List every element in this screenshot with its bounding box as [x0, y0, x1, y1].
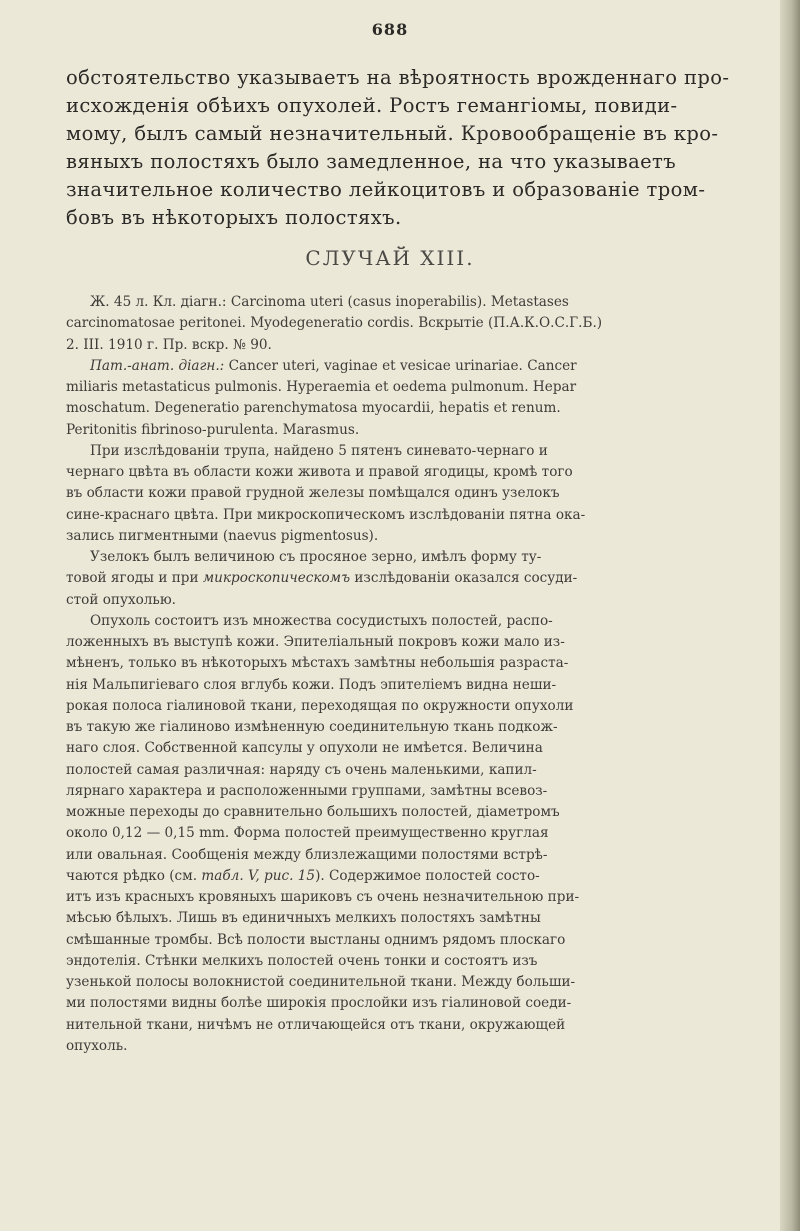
paragraph-line: около 0,12 — 0,15 mm. Форма полостей преимущественно круглая: [66, 825, 549, 842]
text-line: вяныхъ полостяхъ было замедленное, на что указываетъ: [66, 150, 677, 173]
paragraph-line: Опухоль состоитъ изъ множества сосудистыхъ полостей, распо-: [90, 612, 553, 629]
paragraph-line: сине-краснаго цвѣта. При микроскопическомъ изслѣдованіи пятна ока-: [66, 506, 586, 523]
record-line: Ж. 45 л. Кл. діагн.: Carcinoma uteri (casus inoperabilis). Metastases: [90, 294, 569, 310]
text-line: значительное количество лейкоцитовъ и образованіе тром-: [66, 178, 706, 201]
text-line: мому, былъ самый незначительный. Кровообращеніе въ кро-: [66, 122, 719, 145]
text-span: товой ягоды и при: [66, 570, 203, 587]
lead-paragraph: [66, 64, 730, 232]
paragraph-line: эндотелія. Стѣнки мелкихъ полостей очень тонки и состоятъ изъ: [66, 952, 538, 969]
text-span: ). Содержимое полостей состо-: [315, 867, 540, 884]
paragraph-line: нія Мальпигіеваго слоя вглубь кожи. Подъ эпителіемъ видна неши-: [66, 676, 557, 693]
paragraph-line: ложенныхъ въ выступѣ кожи. Эпителіальный покровъ кожи мало из-: [66, 634, 565, 650]
diagnosis-line: Peritonitis fibrinoso-purulenta. Marasmus.: [66, 421, 360, 438]
text-line: бовъ въ нѣкоторыхъ полостяхъ.: [66, 206, 402, 229]
paragraph-line: мѣсью бѣлыхъ. Лишь въ единичныхъ мелкихъ полостяхъ замѣтны: [66, 910, 541, 927]
text-span: изслѣдованіи оказался сосуди-: [350, 570, 578, 587]
paragraph-line: узенькой полосы волокнистой соединительной ткани. Между больши-: [66, 974, 576, 990]
paragraph-line: или овальная. Сообщенія между близлежащими полостями встрѣ-: [66, 846, 548, 863]
case-title: СЛУЧАЙ XIII.: [305, 246, 475, 270]
paragraph-line: рокая полоса гіалиновой ткани, переходящая по окружности опухоли: [66, 697, 574, 714]
case-body: [66, 292, 714, 1057]
paragraph-line: [66, 866, 714, 887]
paragraph-line: Узелокъ былъ величиною съ просяное зерно, имѣлъ форму ту-: [90, 549, 542, 565]
diagnosis-line: moschatum. Degeneratio parenchymatosa myocardii, hepatis et renum.: [66, 400, 561, 417]
diagnosis-line: [66, 356, 714, 377]
paragraph-line: зались пигментными (naevus pigmentosus).: [66, 527, 379, 544]
text-line: исхожденія обѣихъ опухолей. Ростъ гемангіомы, повиди-: [66, 94, 678, 117]
paragraph-line: чернаго цвѣта въ области кожи живота и правой ягодицы, кромѣ того: [66, 464, 573, 480]
record-line: 2. III. 1910 г. Пр. вскр. № 90.: [66, 336, 272, 353]
paragraph-line: можные переходы до сравнительно большихъ полостей, діаметромъ: [66, 804, 560, 820]
paragraph-line: итъ изъ красныхъ кровяныхъ шариковъ съ очень незначительною при-: [66, 889, 580, 905]
record-line: carcinomatosae peritonei. Myodegeneratio cordis. Вскрытіе (П.А.К.О.С.Г.Б.): [66, 315, 603, 332]
paragraph-line: нительной ткани, ничѣмъ не отличающейся отъ ткани, окружающей: [66, 1016, 566, 1033]
diagnosis-label: Пат.-анат. діагн.:: [90, 357, 225, 374]
page-number: 688: [371, 20, 409, 39]
paragraph-line: полостей самая различная: наряду съ очень маленькими, капил-: [66, 761, 537, 778]
paragraph-line: наго слоя. Собственной капсулы у опухоли не имѣется. Величина: [66, 740, 543, 757]
diagnosis-line: miliaris metastaticus pulmonis. Hyperaemia et oedema pulmonum. Hepar: [66, 379, 577, 395]
diagnosis-text: Cancer uteri, vaginae et vesicae urinariae. Cancer: [224, 357, 577, 374]
italic-term: микроскопическомъ: [202, 570, 351, 587]
paragraph-line: въ области кожи правой грудной железы помѣщался одинъ узелокъ: [66, 485, 560, 502]
paragraph-line: въ такую же гіалиново измѣненную соединительную ткань подкож-: [66, 719, 558, 735]
page-edge: [780, 0, 800, 1231]
paragraph-line: ми полостями видны болѣе широкія прослойки изъ гіалиновой соеди-: [66, 995, 572, 1012]
paragraph-line: мѣненъ, только въ нѣкоторыхъ мѣстахъ замѣтны небольшія разраста-: [66, 655, 569, 672]
paragraph-line: смѣшанные тромбы. Всѣ полости выстланы однимъ рядомъ плоскаго: [66, 931, 566, 948]
paragraph-line: опухоль.: [66, 1037, 128, 1054]
paragraph-line: лярнаго характера и расположенными группами, замѣтны всевоз-: [66, 782, 548, 799]
paragraph-line: [66, 568, 714, 589]
text-span: чаются рѣдко (см.: [66, 867, 202, 884]
table-reference: табл. V, рис. 15: [201, 867, 316, 884]
text-line: обстоятельство указываетъ на вѣроятность врожденнаго про-: [66, 66, 730, 89]
paragraph-line: При изслѣдованіи трупа, найдено 5 пятенъ синевато-чернаго и: [90, 442, 548, 459]
paragraph-line: стой опухолью.: [66, 591, 176, 608]
